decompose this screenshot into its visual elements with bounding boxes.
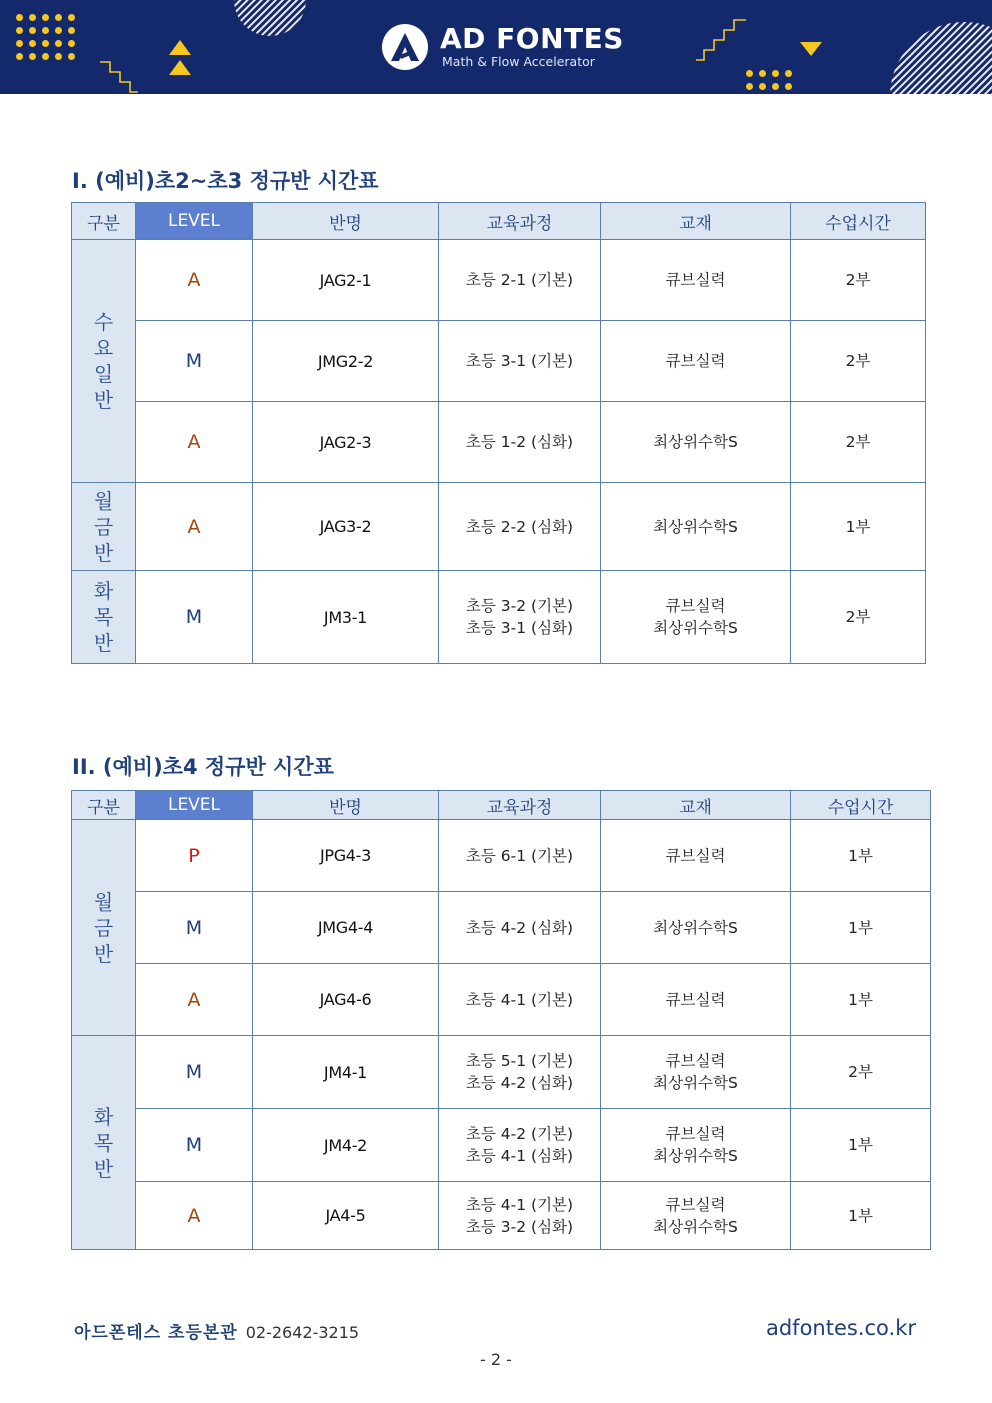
group-label: 화 목 반 [72, 571, 136, 664]
table-row [72, 571, 926, 664]
section-2-title: II. (예비)초4 정규반 시간표 [72, 755, 334, 779]
section-1-title: I. (예비)초2~초3 정규반 시간표 [72, 169, 379, 193]
header-course: 교육과정 [439, 203, 601, 240]
level-cell: A [136, 483, 253, 571]
decor-stairs-right [694, 12, 750, 64]
textbook-cell [601, 1036, 791, 1109]
textbook-cell [601, 1109, 791, 1182]
table-row [72, 1109, 931, 1182]
class-time-cell: 1부 [791, 483, 926, 571]
course-cell-line: 초등 4-2 (기본) [465, 1125, 574, 1143]
level-cell: M [136, 892, 253, 964]
decor-stairs-left [98, 56, 140, 94]
textbook-cell [601, 892, 791, 964]
course-cell-line: 초등 4-1 (기본) [465, 990, 574, 1009]
table-row [72, 1182, 931, 1250]
course-cell [439, 571, 601, 664]
course-cell-line: 초등 4-1 (심화) [465, 1147, 574, 1165]
table-row [72, 483, 926, 571]
group-label: 월 금 반 [72, 483, 136, 571]
header-course: 교육과정 [439, 791, 601, 820]
table-body-2 [72, 820, 931, 1250]
header-group: 구분 [72, 791, 136, 820]
course-cell [439, 402, 601, 483]
level-cell: A [136, 1182, 253, 1250]
textbook-cell [601, 483, 791, 571]
course-cell-line: 초등 3-1 (기본) [465, 352, 574, 370]
table-row [72, 321, 926, 402]
class-time-cell: 2부 [791, 321, 926, 402]
level-cell: A [136, 240, 253, 321]
decor-triangle-right [798, 40, 824, 58]
level-cell: M [136, 321, 253, 402]
course-cell [439, 892, 601, 964]
class-time-cell: 2부 [791, 240, 926, 321]
class-time-cell: 1부 [791, 820, 931, 892]
schedule-table-2 [71, 790, 931, 1250]
course-cell [439, 1036, 601, 1109]
header-textbook: 교재 [601, 791, 791, 820]
logo-a-icon [382, 24, 428, 70]
class-time-cell: 2부 [791, 571, 926, 664]
class-name-cell: JPG4-3 [253, 820, 439, 892]
textbook-cell-line: 최상위수학S [653, 517, 738, 536]
schedule-table-1 [71, 202, 926, 664]
class-name-cell: JAG4-6 [253, 964, 439, 1036]
class-time-cell: 2부 [791, 1036, 931, 1109]
decor-half-circle-right [888, 20, 992, 94]
course-cell-line: 초등 4-2 (심화) [465, 918, 574, 937]
textbook-cell [601, 571, 791, 664]
dot-pattern-right [746, 70, 792, 90]
decor-triangles-left [166, 38, 194, 78]
course-cell-line: 초등 3-2 (심화) [465, 1217, 574, 1236]
course-cell [439, 1109, 601, 1182]
table-row [72, 964, 931, 1036]
footer-website-link[interactable]: adfontes.co.kr [765, 1316, 916, 1340]
textbook-cell-line: 최상위수학S [653, 1074, 738, 1092]
class-time-cell: 2부 [791, 402, 926, 483]
level-cell: A [136, 402, 253, 483]
course-cell-line: 초등 2-2 (심화) [465, 517, 574, 536]
textbook-cell-line: 큐브실력 [665, 1195, 726, 1214]
textbook-cell [601, 321, 791, 402]
class-name-cell: JA4-5 [253, 1182, 439, 1250]
table-row [72, 402, 926, 483]
textbook-cell-line: 큐브실력 [665, 1125, 726, 1143]
footer-org: 아드폰테스 초등본관 [74, 1323, 238, 1343]
table-row [72, 892, 931, 964]
textbook-cell-line: 큐브실력 [665, 597, 726, 615]
course-cell-line: 초등 4-1 (기본) [465, 1195, 574, 1214]
level-cell: A [136, 964, 253, 1036]
class-name-cell: JM3-1 [253, 571, 439, 664]
course-cell [439, 1182, 601, 1250]
group-label: 월 금 반 [72, 820, 136, 1036]
textbook-cell-line: 큐브실력 [665, 271, 726, 289]
textbook-cell-line: 최상위수학S [653, 1217, 738, 1236]
textbook-cell-line: 큐브실력 [665, 352, 726, 370]
course-cell [439, 321, 601, 402]
footer-contact [74, 1318, 359, 1343]
dot-pattern-left [16, 14, 75, 60]
textbook-cell [601, 1182, 791, 1250]
textbook-cell [601, 820, 791, 892]
textbook-cell [601, 402, 791, 483]
textbook-cell-line: 큐브실력 [665, 990, 726, 1009]
textbook-cell-line: 큐브실력 [665, 1052, 726, 1070]
header-class-time: 수업시간 [791, 791, 931, 820]
level-cell: P [136, 820, 253, 892]
course-cell [439, 240, 601, 321]
table-body-1 [72, 240, 926, 664]
class-name-cell: JM4-1 [253, 1036, 439, 1109]
textbook-cell-line: 큐브실력 [665, 846, 726, 865]
header-textbook: 교재 [601, 203, 791, 240]
level-cell: M [136, 571, 253, 664]
page-number: - 2 - [480, 1350, 512, 1369]
class-name-cell: JMG4-4 [253, 892, 439, 964]
textbook-cell-line: 최상위수학S [653, 1147, 738, 1165]
header-class-name: 반명 [253, 791, 439, 820]
class-name-cell: JAG2-3 [253, 402, 439, 483]
header-level: LEVEL [136, 203, 253, 240]
header-class-time: 수업시간 [791, 203, 926, 240]
table-row [72, 1036, 931, 1109]
brand-logo [382, 22, 624, 72]
footer-phone: 02-2642-3215 [245, 1323, 360, 1342]
textbook-cell-line: 최상위수학S [653, 918, 738, 937]
course-cell [439, 820, 601, 892]
header-banner [0, 0, 992, 94]
course-cell-line: 초등 4-2 (심화) [465, 1074, 574, 1092]
table-row [72, 240, 926, 321]
class-name-cell: JAG3-2 [253, 483, 439, 571]
level-cell: M [136, 1109, 253, 1182]
course-cell-line: 초등 5-1 (기본) [465, 1052, 574, 1070]
course-cell-line: 초등 2-1 (기본) [465, 271, 574, 289]
table-header-row [72, 791, 931, 820]
course-cell-line: 초등 6-1 (기본) [465, 846, 574, 865]
header-level: LEVEL [136, 791, 253, 820]
course-cell [439, 964, 601, 1036]
group-label: 수 요 일 반 [72, 240, 136, 483]
course-cell-line: 초등 3-1 (심화) [465, 619, 574, 637]
class-time-cell: 1부 [791, 1109, 931, 1182]
class-time-cell: 1부 [791, 892, 931, 964]
class-time-cell: 1부 [791, 1182, 931, 1250]
brand-name: AD FONTES [440, 22, 624, 55]
course-cell-line: 초등 3-2 (기본) [465, 597, 574, 615]
class-name-cell: JMG2-2 [253, 321, 439, 402]
textbook-cell-line: 최상위수학S [653, 433, 738, 451]
class-name-cell: JM4-2 [253, 1109, 439, 1182]
course-cell [439, 483, 601, 571]
textbook-cell [601, 240, 791, 321]
class-time-cell: 1부 [791, 964, 931, 1036]
textbook-cell-line: 최상위수학S [653, 619, 738, 637]
brand-tagline: Math & Flow Accelerator [442, 54, 595, 69]
group-label: 화 목 반 [72, 1036, 136, 1250]
decor-half-circle-left [232, 0, 308, 42]
table-header-row [72, 203, 926, 240]
class-name-cell: JAG2-1 [253, 240, 439, 321]
header-group: 구분 [72, 203, 136, 240]
textbook-cell [601, 964, 791, 1036]
course-cell-line: 초등 1-2 (심화) [465, 433, 574, 451]
table-row [72, 820, 931, 892]
header-class-name: 반명 [253, 203, 439, 240]
level-cell: M [136, 1036, 253, 1109]
